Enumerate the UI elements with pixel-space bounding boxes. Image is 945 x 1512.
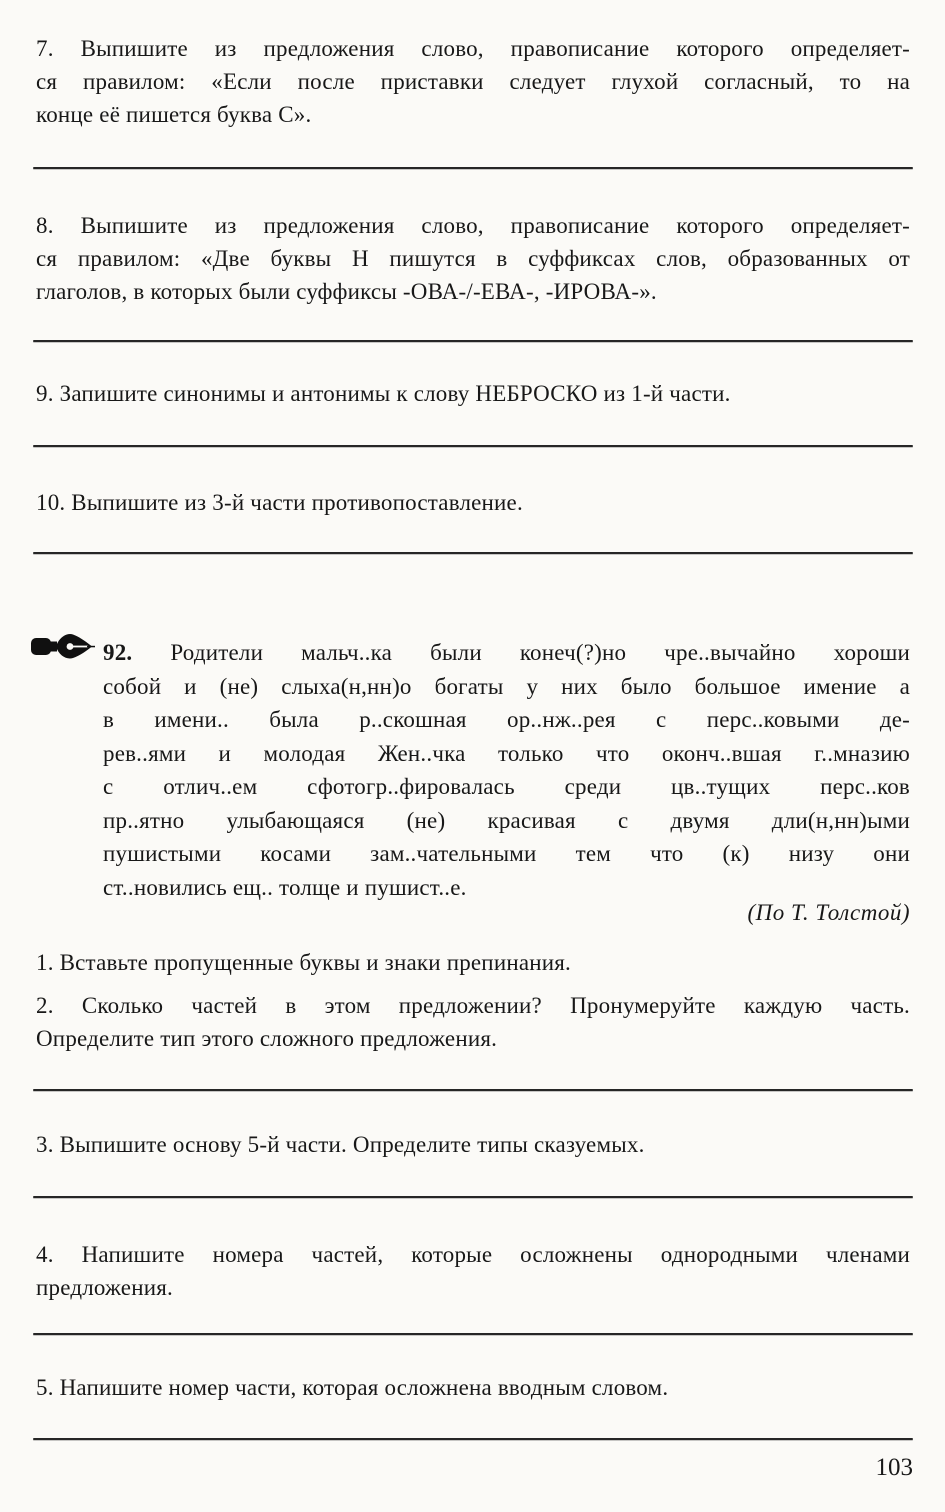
question-2-line-2: Определите тип этого сложного предложения. [36,1026,498,1051]
task-10 [36,486,910,519]
answer-line [33,1089,913,1091]
question-1-line-1: 1. Вставьте пропущенные буквы и знаки препинания. [36,950,571,975]
exercise-92-line-7: пушистыми косами зам..чательными тем что (к) низу они [103,841,910,866]
pen-nib-icon [30,630,96,662]
attribution: (По Т. Толстой) [747,900,910,925]
question-5 [36,1371,910,1404]
answer-line [33,445,913,447]
question-4-line-2: предложения. [36,1275,173,1300]
answer-line [33,167,913,169]
answer-line [33,552,913,554]
task-7-line-3: конце её пишется буква С». [36,102,312,127]
exercise-92-line-2: собой и (не) слыха(н,нн)о богаты у них было большое имение а [103,673,910,699]
question-4-line-1: 4. Напишите номера частей, которые осложнены однородными членами [36,1242,910,1267]
question-1 [36,946,910,979]
exercise-92-line-3: в имени.. была р..скошная ор..нж..рея с перс..ковыми де- [103,707,910,732]
task-9 [36,377,910,410]
answer-line [33,1438,913,1440]
answer-line [33,1333,913,1335]
exercise-92-line-6: пр..ятно улыбающаяся (не) красивая с двумя дли(н,нн)ыми [103,807,910,833]
answer-line [33,1196,913,1198]
question-3 [36,1128,910,1161]
exercise-92-line-1 [103,636,910,670]
task-7-line-2: ся правилом: «Если после приставки следует глухой согласный, то на [36,69,910,94]
question-3-line-1: 3. Выпишите основу 5-й части. Определите типы сказуемых. [36,1132,645,1157]
question-5-line-1: 5. Напишите номер части, которая осложнена вводным словом. [36,1375,669,1400]
task-8-line-1: 8. Выпишите из предложения слово, правописание которого определяет- [36,213,910,238]
question-4 [36,1238,910,1304]
task-8 [36,209,910,308]
exercise-92-line-8: ст..новились ещ.. толще и пушист..е. [103,874,467,900]
exercise-92 [103,636,910,904]
exercise-92-line-4: рев..ями и молодая Жен..чка только что оконч..вшая г..мназию [103,740,910,766]
answer-line [33,340,913,342]
page-number: 103 [875,1454,913,1481]
task-10-line-1: 10. Выпишите из 3-й части противопоставление. [36,490,523,515]
exercise-92-line-5: с отлич..ем сфотогр..фировалась среди цв..тущих перс..ков [103,774,910,799]
task-7-line-1: 7. Выпишите из предложения слово, правописание которого определяет- [36,36,910,61]
task-8-line-3: глаголов, в которых были суффиксы -ОВА-/-ЕВА-, -ИРОВА-». [36,279,657,304]
task-9-line-1: 9. Запишите синонимы и антонимы к слову НЕБРОСКО из 1-й части. [36,381,731,406]
task-8-line-2: ся правилом: «Две буквы Н пишутся в суффиксах слов, образованных от [36,246,910,271]
question-2-line-1: 2. Сколько частей в этом предложении? Пронумеруйте каждую часть. [36,993,910,1018]
task-7 [36,32,910,131]
question-2 [36,989,910,1055]
exercise-number: 92. [103,640,133,665]
exercise-92-text: Родители мальч..ка были конеч(?)но чре..вычайно хороши [170,640,910,665]
